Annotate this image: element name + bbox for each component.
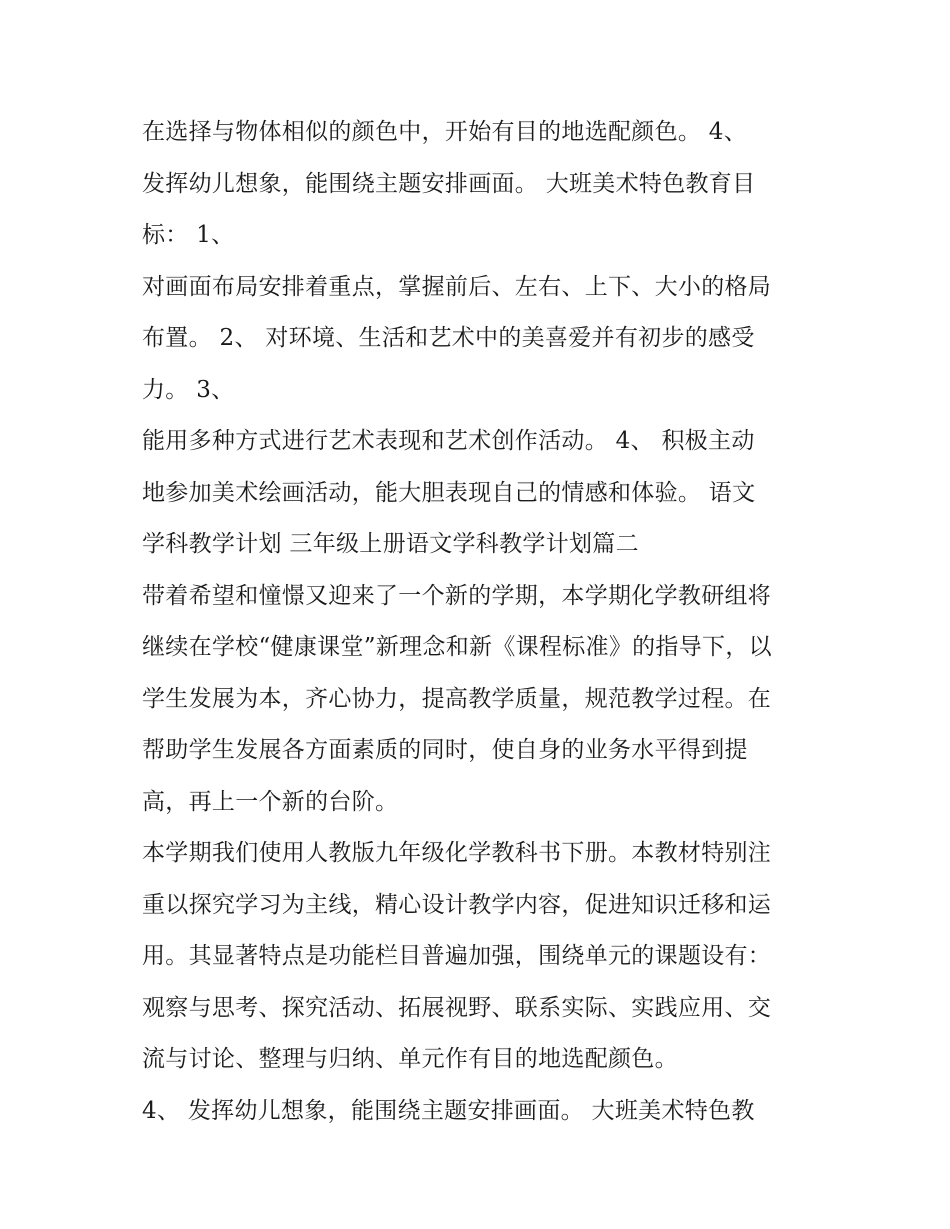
text-line: 用。其显著特点是功能栏目普遍加强，围绕单元的课题设有： [142, 943, 772, 969]
text-line: 发挥幼儿想象，能围绕主题安排画面。 大班美术特色教育目 [142, 170, 756, 197]
text-line: 地参加美术绘画活动，能大胆表现自己的情感和体验。 语文 [142, 479, 756, 506]
text-line: 学科教学计划 三年级上册语文学科教学计划篇二 [142, 531, 639, 557]
text-line: 流与讨论、整理与归纳、单元作有目的地选配颜色。 [142, 1046, 678, 1072]
text-line: 力。 3、 [142, 376, 235, 403]
text-line: 带着希望和憧憬又迎来了一个新的学期，本学期化学教研组将 [142, 582, 772, 609]
text-line: 对画面布局安排着重点，掌握前后、左右、上下、大小的格局 [142, 273, 772, 300]
text-line: 能用多种方式进行艺术表现和艺术创作活动。 4、 积极主动 [142, 428, 755, 454]
text-line: 帮助学生发展各方面素质的同时，使自身的业务水平得到提 [142, 737, 748, 763]
text-line: 4、 发挥幼儿想象，能围绕主题安排画面。 大班美术特色教 [142, 1097, 755, 1124]
text-line: 在选择与物体相似的颜色中，开始有目的地选配颜色。 4、 [142, 119, 748, 145]
text-line: 布置。 2、 对环境、生活和艺术中的美喜爱并有初步的感受 [142, 325, 755, 351]
text-line: 高，再上一个新的台阶。 [142, 788, 399, 815]
text-line: 继续在学校“健康课堂”新理念和新《课程标准》的指导下，以 [142, 634, 772, 660]
text-line: 学生发展为本，齐心协力，提高教学质量，规范教学过程。在 [142, 685, 772, 712]
text-line: 标： 1、 [142, 222, 235, 248]
text-line: 观察与思考、探究活动、拓展视野、联系实际、实践应用、交 [142, 994, 772, 1021]
document-body [142, 107, 822, 1137]
text-line: 重以探究学习为主线，精心设计教学内容，促进知识迁移和运 [142, 891, 772, 918]
text-line: 本学期我们使用人教版九年级化学教科书下册。本教材特别注 [142, 840, 772, 866]
